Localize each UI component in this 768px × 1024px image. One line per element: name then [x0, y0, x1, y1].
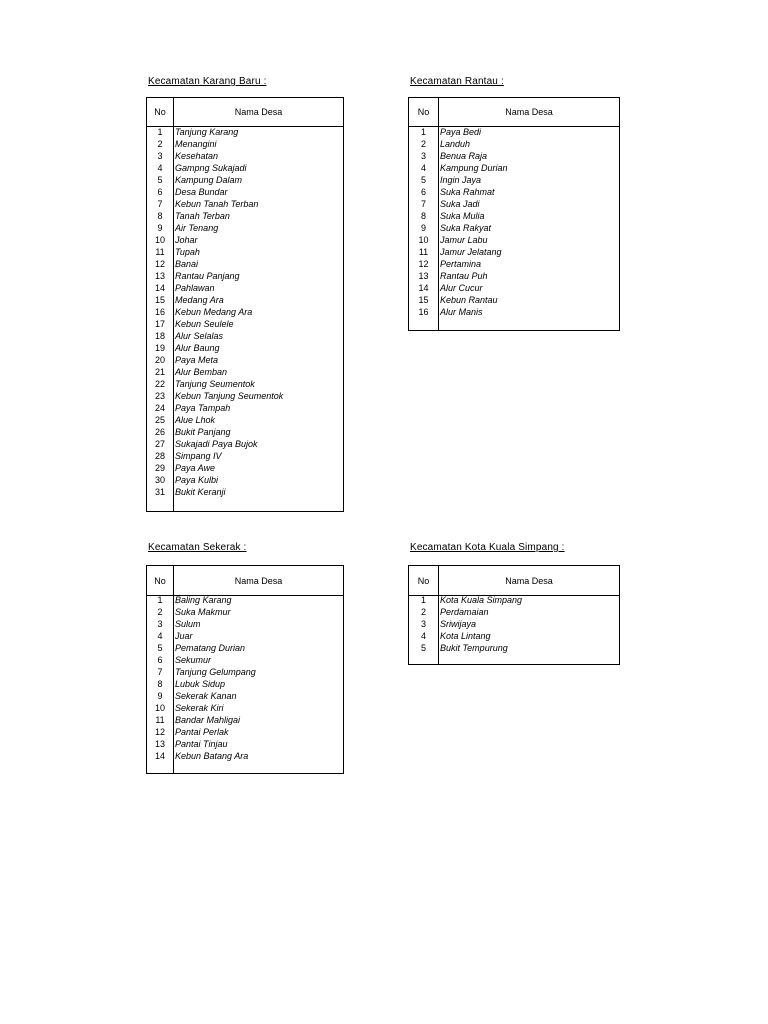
table-row: [147, 210, 343, 222]
village-name: Pantai Perlak: [175, 727, 229, 737]
table-row: [409, 294, 619, 306]
row-number: 1: [157, 127, 163, 137]
table-row: [409, 630, 619, 642]
section-title: Kecamatan Karang Baru :: [148, 76, 267, 87]
row-number: 15: [154, 295, 165, 305]
village-name: Paya Awe: [175, 463, 216, 473]
village-name: Jamur Jelatang: [440, 247, 502, 257]
row-number: 4: [157, 163, 163, 173]
table-row: [147, 306, 343, 318]
village-table: [408, 565, 620, 665]
village-name: Benua Raja: [440, 151, 488, 161]
village-name: Pahlawan: [175, 283, 215, 293]
row-number: 14: [154, 751, 165, 761]
row-number: 27: [154, 439, 165, 449]
village-name: Pematang Durian: [175, 643, 246, 653]
row-number: 1: [157, 595, 163, 605]
table-row: [147, 450, 343, 462]
row-number: 1: [420, 127, 426, 137]
village-name: Juar: [175, 631, 193, 641]
table-row: [409, 270, 619, 282]
row-number: 30: [154, 475, 165, 485]
table-row: [147, 150, 343, 162]
table-row: [147, 354, 343, 366]
village-name: Alur Baung: [175, 343, 220, 353]
village-name: Kebun Tanah Terban: [175, 199, 259, 209]
table-row: [409, 174, 619, 186]
village-name: Ingin Jaya: [440, 175, 482, 185]
village-name: Suka Mulia: [440, 211, 485, 221]
row-number: 4: [420, 163, 426, 173]
table-row: [409, 150, 619, 162]
village-name: Kebun Seulele: [175, 319, 234, 329]
village-name: Pantai Tinjau: [175, 739, 228, 749]
village-name: Paya Meta: [175, 355, 219, 365]
row-number: 13: [154, 271, 165, 281]
village-name: Desa Bundar: [175, 187, 228, 197]
row-number: 18: [154, 331, 165, 341]
village-name: Menangini: [175, 139, 217, 149]
village-table: [146, 565, 344, 774]
village-name: Landuh: [440, 139, 471, 149]
village-name: Kebun Rantau: [440, 295, 498, 305]
table-row: [409, 162, 619, 174]
village-name: Kampung Dalam: [175, 175, 243, 185]
table-row: [409, 198, 619, 210]
row-number: 2: [157, 607, 163, 617]
table-row: [147, 414, 343, 426]
row-number: 7: [157, 199, 163, 209]
table-rows: [147, 126, 343, 498]
village-name: Suka Jadi: [440, 199, 480, 209]
village-name: Tupah: [175, 247, 200, 257]
village-name: Suka Rahmat: [440, 187, 495, 197]
row-number: 9: [420, 223, 426, 233]
table-row: [147, 186, 343, 198]
row-number: 9: [157, 223, 163, 233]
row-number: 11: [155, 247, 165, 257]
table-row: [147, 246, 343, 258]
village-name: Bukit Keranji: [175, 487, 226, 497]
village-table: [408, 97, 620, 331]
table-row: [409, 606, 619, 618]
column-header-name: Nama Desa: [234, 575, 283, 586]
table-row: [147, 402, 343, 414]
table-row: [147, 618, 343, 630]
village-name: Air Tenang: [175, 223, 219, 233]
village-name: Kebun Medang Ara: [175, 307, 253, 317]
table-row: [147, 138, 343, 150]
row-number: 1: [420, 595, 426, 605]
table-row: [147, 654, 343, 666]
village-name: Bandar Mahligai: [175, 715, 241, 725]
table-row: [409, 186, 619, 198]
row-number: 5: [157, 175, 163, 185]
table-row: [409, 618, 619, 630]
village-name: Paya Kulbi: [175, 475, 219, 485]
table-row: [147, 342, 343, 354]
village-name: Sekerak Kanan: [175, 691, 237, 701]
table-row: [147, 678, 343, 690]
row-number: 2: [157, 139, 163, 149]
table-row: [147, 126, 343, 138]
village-name: Sulum: [175, 619, 201, 629]
row-number: 12: [418, 259, 429, 269]
village-name: Paya Bedi: [440, 127, 482, 137]
row-number: 26: [154, 427, 165, 437]
row-number: 14: [154, 283, 165, 293]
column-header-no: No: [154, 107, 166, 117]
row-number: 3: [420, 619, 426, 629]
table-row: [147, 750, 343, 762]
village-name: Rantau Puh: [440, 271, 488, 281]
row-number: 10: [418, 235, 429, 245]
column-header-name: Nama Desa: [505, 107, 553, 117]
table-row: [147, 738, 343, 750]
row-number: 7: [157, 667, 163, 677]
row-number: 23: [154, 391, 165, 401]
row-number: 25: [154, 415, 165, 425]
row-number: 19: [154, 343, 165, 353]
table-row: [147, 726, 343, 738]
row-number: 8: [420, 211, 426, 221]
row-number: 6: [157, 187, 163, 197]
table-row: [147, 702, 343, 714]
row-number: 13: [418, 271, 429, 281]
table-row: [409, 234, 619, 246]
table-row: [409, 594, 619, 606]
table-row: [409, 306, 619, 318]
table-row: [147, 594, 343, 606]
village-name: Lubuk Sidup: [175, 679, 226, 689]
village-name: Alur Bemban: [175, 367, 228, 377]
row-number: 4: [420, 631, 426, 641]
village-name: Jamur Labu: [440, 235, 488, 245]
village-name: Kota Kuala Simpang: [440, 595, 523, 605]
column-header-name: Nama Desa: [234, 107, 283, 117]
table-row: [147, 330, 343, 342]
table-row: [147, 606, 343, 618]
row-number: 6: [157, 655, 163, 665]
village-name: Sukajadi Paya Bujok: [175, 439, 258, 449]
row-number: 11: [418, 247, 429, 257]
table-row: [409, 258, 619, 270]
village-name: Kebun Batang Ara: [175, 751, 249, 761]
table-row: [147, 258, 343, 270]
village-name: Banai: [175, 259, 199, 269]
table-row: [147, 462, 343, 474]
village-name: Suka Makmur: [175, 607, 231, 617]
village-name: Alur Manis: [440, 307, 483, 317]
section-title: Kecamatan Kota Kuala Simpang :: [410, 542, 565, 553]
row-number: 12: [154, 259, 165, 269]
row-number: 5: [420, 643, 426, 653]
row-number: 10: [154, 703, 165, 713]
section-title: Kecamatan Rantau :: [410, 76, 504, 87]
row-number: 20: [154, 355, 165, 365]
table-rows: [409, 594, 619, 654]
table-row: [147, 474, 343, 486]
column-header-no: No: [417, 575, 430, 586]
row-number: 12: [154, 727, 165, 737]
row-number: 15: [418, 295, 429, 305]
column-header-no: No: [154, 575, 166, 586]
row-number: 2: [420, 139, 426, 149]
village-name: Rantau Panjang: [175, 271, 240, 281]
table-row: [409, 222, 619, 234]
row-number: 7: [420, 199, 426, 209]
column-header-name: Nama Desa: [505, 575, 553, 586]
row-number: 14: [418, 283, 429, 293]
table-row: [147, 282, 343, 294]
row-number: 11: [155, 715, 165, 725]
row-number: 5: [157, 643, 163, 653]
village-name: Alur Selalas: [175, 331, 224, 341]
village-name: Tanjung Karang: [175, 127, 239, 137]
village-name: Pertamina: [440, 259, 482, 269]
row-number: 3: [420, 151, 426, 161]
village-name: Tanjung Gelumpang: [175, 667, 256, 677]
table-row: [147, 234, 343, 246]
table-row: [147, 318, 343, 330]
row-number: 10: [154, 235, 165, 245]
table-row: [409, 642, 619, 654]
village-name: Kebun Tanjung Seumentok: [175, 391, 284, 401]
village-name: Sekerak Kiri: [175, 703, 224, 713]
section-title: Kecamatan Sekerak :: [148, 542, 247, 553]
row-number: 24: [154, 403, 165, 413]
table-row: [409, 126, 619, 138]
table-row: [409, 210, 619, 222]
village-name: Medang Ara: [175, 295, 224, 305]
row-number: 22: [154, 379, 165, 389]
row-number: 29: [154, 463, 165, 473]
village-name: Johar: [175, 235, 198, 245]
row-number: 13: [154, 739, 165, 749]
table-row: [147, 666, 343, 678]
column-header-no: No: [417, 107, 430, 117]
row-number: 8: [157, 211, 163, 221]
table-row: [409, 246, 619, 258]
row-number: 3: [157, 151, 163, 161]
table-row: [147, 438, 343, 450]
row-number: 4: [157, 631, 163, 641]
village-name: Perdamaian: [440, 607, 489, 617]
village-name: Bukit Tempurung: [440, 643, 508, 653]
row-number: 17: [154, 319, 165, 329]
table-row: [147, 690, 343, 702]
village-name: Baling Karang: [175, 595, 232, 605]
row-number: 9: [157, 691, 163, 701]
village-table: [146, 97, 344, 512]
village-name: Tanjung Seumentok: [175, 379, 255, 389]
row-number: 8: [157, 679, 163, 689]
row-number: 21: [154, 367, 165, 377]
table-row: [147, 162, 343, 174]
table-row: [147, 366, 343, 378]
row-number: 16: [418, 307, 429, 317]
village-name: Sriwijaya: [440, 619, 477, 629]
table-rows: [409, 126, 619, 318]
village-name: Suka Rakyat: [440, 223, 492, 233]
village-name: Tanah Terban: [175, 211, 230, 221]
table-row: [147, 426, 343, 438]
table-row: [409, 138, 619, 150]
table-row: [147, 174, 343, 186]
table-row: [147, 486, 343, 498]
row-number: 6: [420, 187, 426, 197]
village-name: Paya Tampah: [175, 403, 231, 413]
table-row: [147, 222, 343, 234]
table-rows: [147, 594, 343, 762]
table-row: [147, 390, 343, 402]
table-row: [147, 378, 343, 390]
row-number: 5: [420, 175, 426, 185]
row-number: 16: [154, 307, 165, 317]
row-number: 3: [157, 619, 163, 629]
table-row: [147, 630, 343, 642]
row-number: 31: [154, 487, 165, 497]
table-row: [147, 714, 343, 726]
village-name: Bukit Panjang: [175, 427, 231, 437]
village-name: Gampng Sukajadi: [175, 163, 247, 173]
village-name: Kesehatan: [175, 151, 219, 161]
table-row: [147, 270, 343, 282]
table-row: [147, 642, 343, 654]
village-name: Simpang IV: [175, 451, 222, 461]
table-row: [147, 198, 343, 210]
village-name: Kota Lintang: [440, 631, 491, 641]
village-name: Kampung Durian: [440, 163, 508, 173]
table-row: [409, 282, 619, 294]
village-name: Sekumur: [175, 655, 212, 665]
row-number: 28: [154, 451, 165, 461]
village-name: Alur Cucur: [440, 283, 483, 293]
row-number: 2: [420, 607, 426, 617]
table-row: [147, 294, 343, 306]
village-name: Alue Lhok: [175, 415, 216, 425]
